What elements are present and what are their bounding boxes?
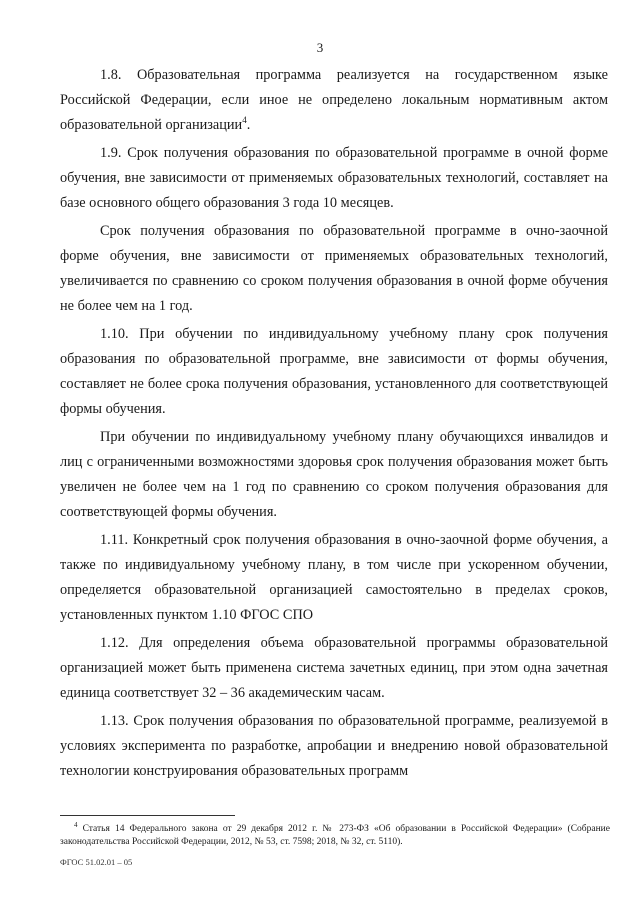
document-code: ФГОС 51.02.01 – 05 [60,857,133,867]
paragraph-1-13: 1.13. Срок получения образования по образовательной программе, реализуемой в условиях эксперимента по разработке, апробации и внедрению новой образовательной технологии конструирования образовательных программ [60,713,608,779]
page-number: 3 [316,40,324,55]
footnote-mark: 4 [74,821,78,829]
paragraph-1-9-part-time: Срок получения образования по образовательной программе в очно-заочной форме обучения, вне зависимости от применяемых образовательных технологий, увеличивается по сравнению со сроком получения образования в очной форме обучения не более чем на 1 год. [60,223,608,314]
paragraph-1-12: 1.12. Для определения объема образовательной программы образовательной организацией может быть применена система зачетных единиц, при этом одна зачетная единица соответствует 32 – 36 академическим часам. [60,635,608,701]
paragraph-1-10: 1.10. При обучении по индивидуальному учебному плану срок получения образования по образовательной программе, вне зависимости от формы обучения, составляет не более срока получения образования, установленного для соответствующей формы обучения. [60,326,608,417]
footnote-divider [60,815,235,816]
footnote: $^4$ Статья 14 Федерального закона от 29 декабря 2012 г. № 273-ФЗ «Об образовании в Российской Федерации» (Собрание законодательства Российской Федерации, 2012, № 53, ст. 7598; 2018, № 32, ст. 5110). [60,821,610,848]
paragraph-1-11: 1.11. Конкретный срок получения образования в очно-заочной форме обучения, а также по индивидуальному учебному плану, в том числе при ускоренном обучении, определяется образовательной организацией самостоятельно в пределах сроков, установленных пунктом 1.10 ФГОС СПО [60,532,608,623]
footnote-ref[interactable]: 4 [242,115,247,126]
paragraph-1-8: 1.8. Образовательная программа реализуется на государственном языке Российской Федерации, если иное не определено локальным нормативным актом образовательной организации$^4$. [60,67,608,133]
paragraph-1-10-disabilities: При обучении по индивидуальному учебному плану обучающихся инвалидов и лиц с ограниченными возможностями здоровья срок получения образования может быть увеличен не более чем на 1 год по сравнению со сроком получения образования для соответствующей формы обучения. [60,429,608,520]
paragraph-1-9: 1.9. Срок получения образования по образовательной программе в очной форме обучения, вне зависимости от применяемых образовательных технологий, составляет на базе основного общего образования 3 года 10 месяцев. [60,145,608,211]
